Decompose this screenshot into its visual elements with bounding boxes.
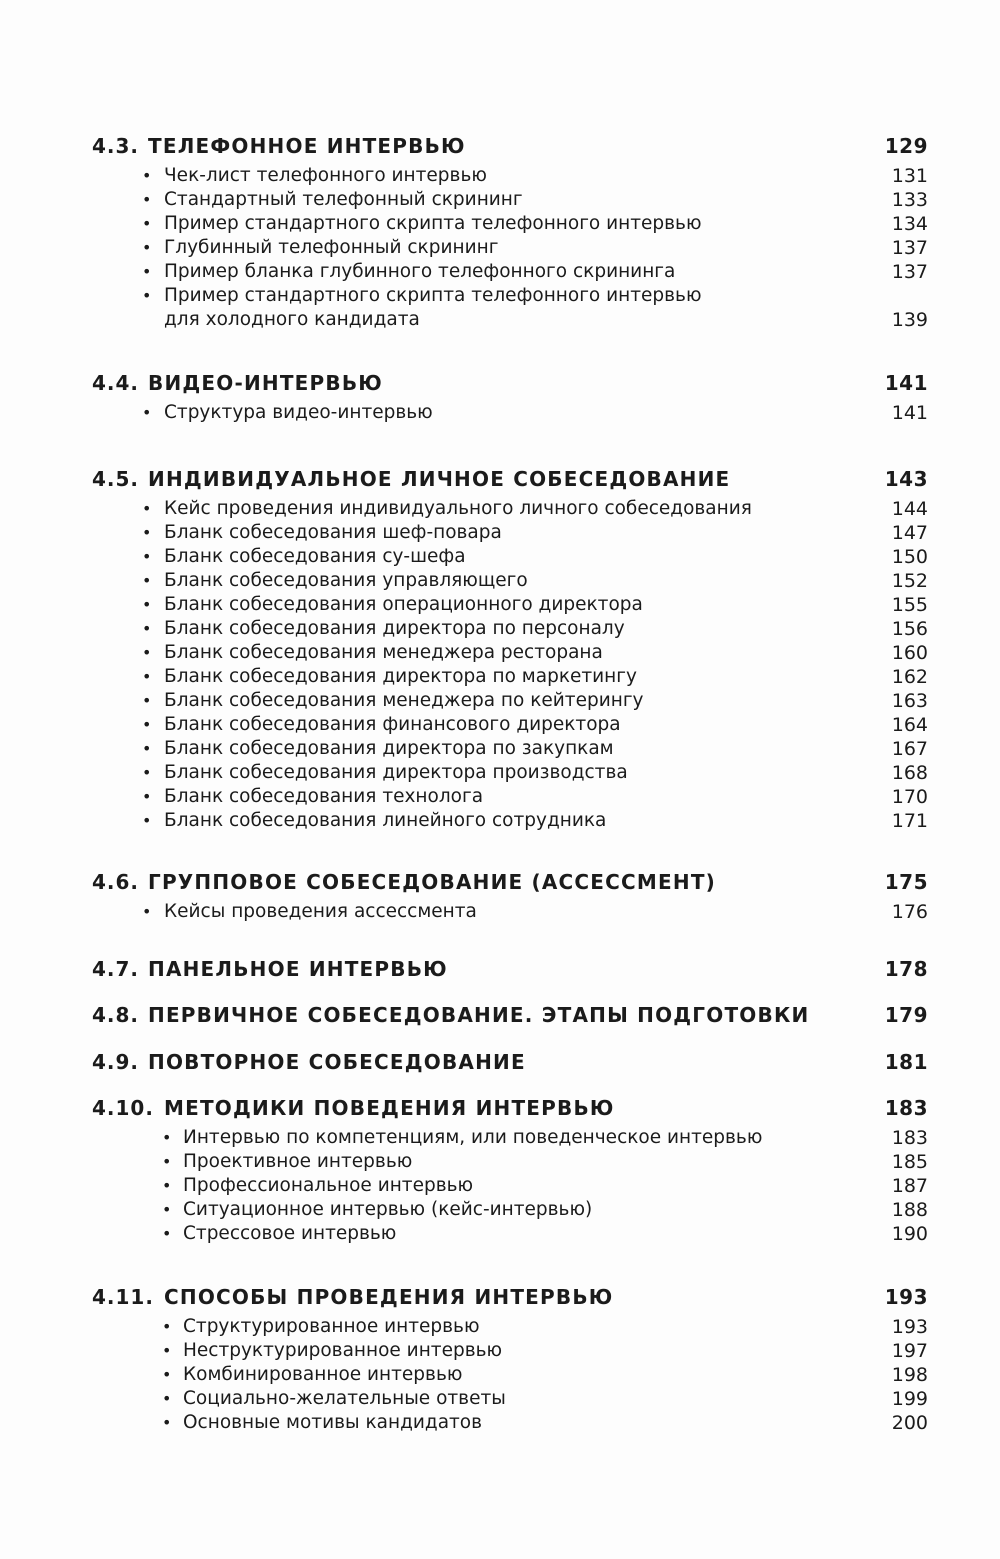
toc-item (0, 809, 1000, 833)
section-page-number: 141 (884, 371, 928, 395)
toc-item-page: 156 (891, 618, 928, 640)
toc-item (0, 1339, 1000, 1363)
section-items (0, 1315, 1000, 1435)
toc-item (0, 665, 1000, 689)
toc-item-page: 147 (891, 522, 928, 544)
section-title: СПОСОБЫ ПРОВЕДЕНИЯ ИНТЕРВЬЮ (164, 1285, 614, 1309)
toc-item-page: 188 (891, 1199, 928, 1221)
toc-item-page: 133 (891, 189, 928, 211)
toc-item-page: 163 (891, 690, 928, 712)
toc-item (0, 401, 1000, 425)
toc-item (0, 617, 1000, 641)
toc-item (0, 900, 1000, 924)
toc-item-title: Неструктурированное интервью (183, 1340, 503, 1361)
toc-item (0, 737, 1000, 761)
toc-item-title: Бланк собеседования менеджера ресторана (164, 642, 603, 663)
toc-item (0, 1126, 1000, 1150)
toc-item-page: 137 (891, 261, 928, 283)
toc-item-page: 198 (891, 1364, 928, 1386)
toc-item-title: Чек-лист телефонного интервью (164, 165, 487, 186)
bullet-icon: • (142, 787, 152, 806)
toc-section-4-9 (0, 1050, 1000, 1080)
toc-item-title: Бланк собеседования операционного директора (164, 594, 643, 615)
toc-item (0, 761, 1000, 785)
section-number: 4.5. (92, 467, 140, 491)
toc-section-4-10 (0, 1096, 1000, 1246)
toc-item-title: Социально-желательные ответы (183, 1388, 506, 1409)
toc-item-title: Бланк собеседования су-шефа (164, 546, 466, 567)
section-title: ПАНЕЛЬНОЕ ИНТЕРВЬЮ (148, 957, 448, 981)
bullet-icon: • (162, 1224, 172, 1243)
section-title: МЕТОДИКИ ПОВЕДЕНИЯ ИНТЕРВЬЮ (164, 1096, 615, 1120)
section-items (0, 1126, 1000, 1246)
section-page-number: 175 (884, 870, 928, 894)
bullet-icon: • (142, 619, 152, 638)
section-items (0, 401, 1000, 425)
bullet-icon: • (142, 403, 152, 422)
section-heading (0, 870, 1000, 900)
toc-item-title: Комбинированное интервью (183, 1364, 463, 1385)
toc-item-page: 200 (891, 1412, 928, 1434)
bullet-icon: • (162, 1200, 172, 1219)
section-page-number: 143 (884, 467, 928, 491)
toc-item (0, 1411, 1000, 1435)
bullet-icon: • (142, 595, 152, 614)
bullet-icon: • (162, 1413, 172, 1432)
toc-item-title: Глубинный телефонный скрининг (164, 237, 499, 258)
toc-item-page: 193 (891, 1316, 928, 1338)
toc-item-page: 171 (891, 810, 928, 832)
toc-item (0, 785, 1000, 809)
toc-item-page: 190 (891, 1223, 928, 1245)
toc-item-title: Структура видео-интервью (164, 402, 433, 423)
toc-item (0, 260, 1000, 284)
toc-item (0, 188, 1000, 212)
toc-item-title: Бланк собеседования директора по персоналу (164, 618, 625, 639)
toc-item-title: Бланк собеседования технолога (164, 786, 484, 807)
section-items (0, 164, 1000, 332)
toc-item (0, 1315, 1000, 1339)
toc-item-page: 131 (891, 165, 928, 187)
toc-item-page: 162 (891, 666, 928, 688)
toc-item (0, 212, 1000, 236)
toc-item-page: 187 (891, 1175, 928, 1197)
bullet-icon: • (142, 739, 152, 758)
section-heading (0, 467, 1000, 497)
toc-item-title: Стрессовое интервью (183, 1223, 397, 1244)
toc-item (0, 284, 1000, 332)
toc-item-title: Проективное интервью (183, 1151, 413, 1172)
toc-item-title: Пример стандартного скрипта телефонного интервью для холодного кандидата (164, 285, 702, 330)
toc-item-title: Профессиональное интервью (183, 1175, 474, 1196)
toc-item (0, 497, 1000, 521)
section-title: ГРУППОВОЕ СОБЕСЕДОВАНИЕ (АССЕССМЕНТ) (148, 870, 717, 894)
section-number: 4.8. (92, 1003, 140, 1027)
toc-item-page: 170 (891, 786, 928, 808)
toc-item-title: Стандартный телефонный скрининг (164, 189, 523, 210)
section-page-number: 129 (884, 134, 928, 158)
section-heading (0, 1285, 1000, 1315)
toc-item-page: 176 (891, 901, 928, 923)
toc-item-title: Пример стандартного скрипта телефонного интервью (164, 213, 702, 234)
bullet-icon: • (142, 811, 152, 830)
bullet-icon: • (162, 1128, 172, 1147)
toc-item-title: Пример бланка глубинного телефонного скрининга (164, 261, 676, 282)
toc-item-page: 183 (891, 1127, 928, 1149)
toc-item-page: 155 (891, 594, 928, 616)
toc-item-title: Бланк собеседования менеджера по кейтерингу (164, 690, 644, 711)
toc-item-title: Бланк собеседования линейного сотрудника (164, 810, 607, 831)
section-page-number: 179 (884, 1003, 928, 1027)
toc-item-title: Бланк собеседования финансового директора (164, 714, 621, 735)
toc-item (0, 1198, 1000, 1222)
section-number: 4.4. (92, 371, 140, 395)
bullet-icon: • (142, 238, 152, 257)
toc-item-page: 150 (891, 546, 928, 568)
bullet-icon: • (142, 190, 152, 209)
bullet-icon: • (142, 691, 152, 710)
section-number: 4.9. (92, 1050, 140, 1074)
section-page-number: 181 (884, 1050, 928, 1074)
toc-item-page: 160 (891, 642, 928, 664)
toc-item-title: Ситуационное интервью (кейс-интервью) (183, 1199, 593, 1220)
bullet-icon: • (162, 1341, 172, 1360)
section-number: 4.3. (92, 134, 140, 158)
toc-item (0, 641, 1000, 665)
toc-item (0, 713, 1000, 737)
toc-item (0, 569, 1000, 593)
bullet-icon: • (162, 1365, 172, 1384)
section-page-number: 183 (884, 1096, 928, 1120)
toc-item (0, 1363, 1000, 1387)
toc-section-4-5 (0, 467, 1000, 833)
bullet-icon: • (142, 499, 152, 518)
toc-item-title: Кейсы проведения ассессмента (164, 901, 477, 922)
section-number: 4.10. (92, 1096, 154, 1120)
toc-item-page: 137 (891, 237, 928, 259)
toc-item-title: Бланк собеседования управляющего (164, 570, 528, 591)
toc-section-4-6 (0, 870, 1000, 924)
bullet-icon: • (142, 643, 152, 662)
section-heading (0, 957, 1000, 987)
toc-item (0, 593, 1000, 617)
toc-item-title: Бланк собеседования директора производства (164, 762, 628, 783)
toc-item-page: 168 (891, 762, 928, 784)
bullet-icon: • (162, 1389, 172, 1408)
bullet-icon: • (142, 571, 152, 590)
toc-item (0, 1222, 1000, 1246)
toc-item-page: 167 (891, 738, 928, 760)
toc-item-title: Кейс проведения индивидуального личного собеседования (164, 498, 752, 519)
bullet-icon: • (142, 763, 152, 782)
section-heading (0, 1050, 1000, 1080)
section-title: ИНДИВИДУАЛЬНОЕ ЛИЧНОЕ СОБЕСЕДОВАНИЕ (148, 467, 731, 491)
toc-item-title: Бланк собеседования директора по маркетингу (164, 666, 637, 687)
toc-item (0, 545, 1000, 569)
bullet-icon: • (142, 667, 152, 686)
section-page-number: 178 (884, 957, 928, 981)
bullet-icon: • (142, 715, 152, 734)
bullet-icon: • (142, 286, 152, 305)
toc-section-4-3 (0, 134, 1000, 332)
section-title: ПОВТОРНОЕ СОБЕСЕДОВАНИЕ (148, 1050, 526, 1074)
toc-item-page: 134 (891, 213, 928, 235)
bullet-icon: • (162, 1176, 172, 1195)
section-items (0, 900, 1000, 924)
bullet-icon: • (142, 547, 152, 566)
section-title: ПЕРВИЧНОЕ СОБЕСЕДОВАНИЕ. ЭТАПЫ ПОДГОТОВКИ (148, 1003, 810, 1027)
bullet-icon: • (142, 262, 152, 281)
bullet-icon: • (142, 214, 152, 233)
section-heading (0, 1003, 1000, 1033)
toc-item-page: 185 (891, 1151, 928, 1173)
toc-item-page: 197 (891, 1340, 928, 1362)
toc-item-page: 144 (891, 498, 928, 520)
toc-item-page: 152 (891, 570, 928, 592)
section-title: ВИДЕО-ИНТЕРВЬЮ (148, 371, 383, 395)
toc-item (0, 236, 1000, 260)
toc-item-page: 199 (891, 1388, 928, 1410)
toc-item (0, 521, 1000, 545)
toc-item (0, 689, 1000, 713)
section-number: 4.11. (92, 1285, 154, 1309)
bullet-icon: • (162, 1317, 172, 1336)
toc-item-title: Бланк собеседования шеф-повара (164, 522, 502, 543)
section-items (0, 497, 1000, 833)
section-heading (0, 371, 1000, 401)
toc-item-page: 141 (891, 402, 928, 424)
toc-item-title: Интервью по компетенциям, или поведенческое интервью (183, 1127, 763, 1148)
toc-section-4-7 (0, 957, 1000, 987)
toc-section-4-8 (0, 1003, 1000, 1033)
section-heading (0, 134, 1000, 164)
section-heading (0, 1096, 1000, 1126)
toc-item-title: Структурированное интервью (183, 1316, 480, 1337)
section-number: 4.6. (92, 870, 140, 894)
toc-item (0, 164, 1000, 188)
toc-item-title: Основные мотивы кандидатов (183, 1412, 483, 1433)
bullet-icon: • (162, 1152, 172, 1171)
toc-section-4-4 (0, 371, 1000, 425)
bullet-icon: • (142, 902, 152, 921)
toc-item-title: Бланк собеседования директора по закупкам (164, 738, 614, 759)
toc-item-page: 164 (891, 714, 928, 736)
bullet-icon: • (142, 166, 152, 185)
section-title: ТЕЛЕФОННОЕ ИНТЕРВЬЮ (148, 134, 466, 158)
toc-item (0, 1174, 1000, 1198)
section-number: 4.7. (92, 957, 140, 981)
toc-item (0, 1150, 1000, 1174)
section-page-number: 193 (884, 1285, 928, 1309)
bullet-icon: • (142, 523, 152, 542)
toc-section-4-11 (0, 1285, 1000, 1435)
toc-item-page: 139 (891, 309, 928, 331)
toc-item (0, 1387, 1000, 1411)
